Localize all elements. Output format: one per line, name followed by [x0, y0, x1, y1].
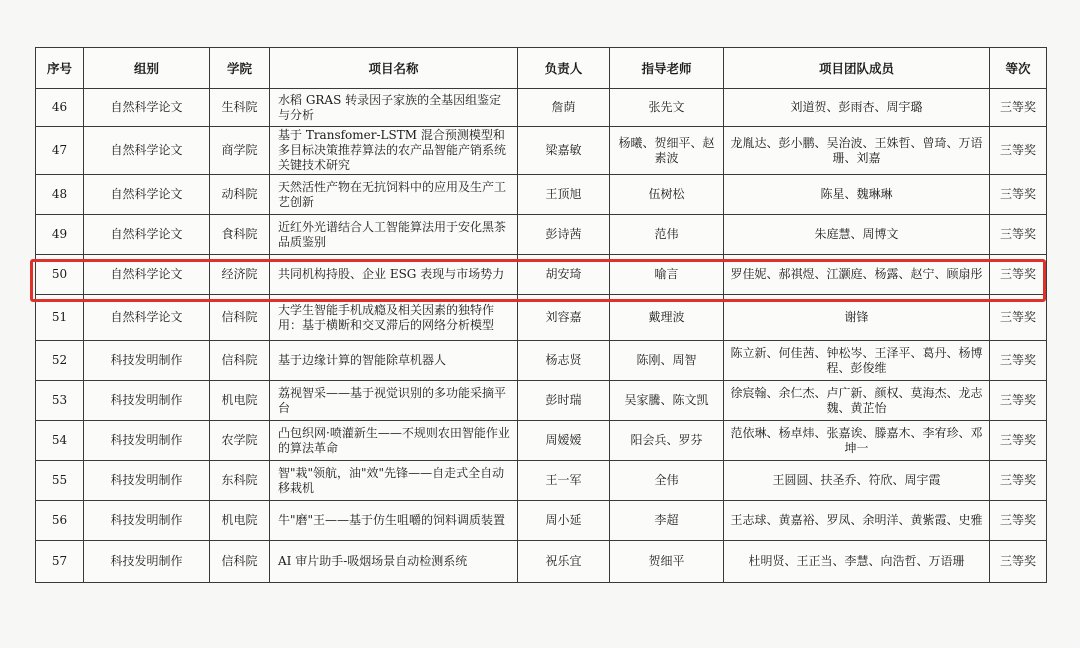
row-award-level: 三等奖 — [990, 295, 1047, 341]
row-advisor: 李超 — [610, 501, 724, 541]
table-row — [36, 89, 1047, 127]
row-award-level: 三等奖 — [990, 541, 1047, 583]
row-award-level: 三等奖 — [990, 175, 1047, 215]
row-leader: 王顶旭 — [518, 175, 610, 215]
row-college: 信科院 — [210, 341, 270, 381]
row-team-members: 范依琳、杨卓炜、张嘉诶、滕嘉木、李宥珍、邓坤一 — [724, 421, 990, 461]
row-team-members: 龙胤达、彭小鹏、吴治波、王姝哲、曾琦、万语珊、刘嘉 — [724, 127, 990, 175]
row-index: 56 — [36, 501, 84, 541]
row-group: 科技发明制作 — [84, 501, 210, 541]
row-leader: 彭诗茜 — [518, 215, 610, 255]
row-project-name: 近红外光谱结合人工智能算法用于安化黑茶品质鉴别 — [270, 215, 518, 255]
row-project-name: 基于边缘计算的智能除草机器人 — [270, 341, 518, 381]
row-college: 信科院 — [210, 541, 270, 583]
row-index: 48 — [36, 175, 84, 215]
row-team-members: 刘道贺、彭雨杏、周宇璐 — [724, 89, 990, 127]
row-team-members: 朱庭慧、周博文 — [724, 215, 990, 255]
row-index: 52 — [36, 341, 84, 381]
row-team-members: 谢锋 — [724, 295, 990, 341]
row-index: 47 — [36, 127, 84, 175]
row-project-name: 水稻 GRAS 转录因子家族的全基因组鉴定与分析 — [270, 89, 518, 127]
row-index: 50 — [36, 255, 84, 295]
row-project-name: AI 审片助手-吸烟场景自动检测系统 — [270, 541, 518, 583]
row-award-level: 三等奖 — [990, 421, 1047, 461]
row-leader: 周小延 — [518, 501, 610, 541]
row-college: 食科院 — [210, 215, 270, 255]
header-row — [36, 48, 1047, 89]
row-group: 科技发明制作 — [84, 421, 210, 461]
row-leader: 彭时瑞 — [518, 381, 610, 421]
row-team-members: 徐宸翰、余仁杰、卢广新、颜权、莫海杰、龙志魏、黄芷怡 — [724, 381, 990, 421]
row-team-members: 杜明贤、王正当、李慧、向浩哲、万语珊 — [724, 541, 990, 583]
table-row — [36, 381, 1047, 421]
row-group: 科技发明制作 — [84, 461, 210, 501]
table-row — [36, 175, 1047, 215]
table-row — [36, 421, 1047, 461]
row-project-name: 共同机构持股、企业 ESG 表现与市场势力 — [270, 255, 518, 295]
header-leader: 负责人 — [518, 48, 610, 89]
row-team-members: 陈立新、何佳茜、钟松岑、王泽平、葛丹、杨博程、彭俊维 — [724, 341, 990, 381]
row-college: 东科院 — [210, 461, 270, 501]
row-leader: 刘容嘉 — [518, 295, 610, 341]
row-leader: 梁嘉敏 — [518, 127, 610, 175]
row-award-level: 三等奖 — [990, 461, 1047, 501]
row-team-members: 陈星、魏琳琳 — [724, 175, 990, 215]
row-project-name: 大学生智能手机成瘾及相关因素的独特作用：基于横断和交叉滞后的网络分析模型 — [270, 295, 518, 341]
row-group: 自然科学论文 — [84, 89, 210, 127]
row-group: 自然科学论文 — [84, 175, 210, 215]
row-index: 57 — [36, 541, 84, 583]
table-row — [36, 461, 1047, 501]
row-group: 自然科学论文 — [84, 255, 210, 295]
table-row — [36, 127, 1047, 175]
header-group: 组别 — [84, 48, 210, 89]
row-award-level: 三等奖 — [990, 215, 1047, 255]
row-advisor: 伍树松 — [610, 175, 724, 215]
row-group: 科技发明制作 — [84, 341, 210, 381]
row-group: 科技发明制作 — [84, 541, 210, 583]
header-college: 学院 — [210, 48, 270, 89]
row-leader: 周嫒嫒 — [518, 421, 610, 461]
row-leader: 祝乐宜 — [518, 541, 610, 583]
row-award-level: 三等奖 — [990, 89, 1047, 127]
row-group: 自然科学论文 — [84, 127, 210, 175]
row-advisor: 杨曦、贺细平、赵素波 — [610, 127, 724, 175]
header-team-members: 项目团队成员 — [724, 48, 990, 89]
awards-table — [35, 47, 1047, 583]
row-group: 自然科学论文 — [84, 215, 210, 255]
row-advisor: 贺细平 — [610, 541, 724, 583]
row-project-name: 牛"磨"王——基于仿生咀嚼的饲料调质装置 — [270, 501, 518, 541]
row-award-level: 三等奖 — [990, 127, 1047, 175]
table-row — [36, 215, 1047, 255]
row-index: 53 — [36, 381, 84, 421]
row-college: 动科院 — [210, 175, 270, 215]
row-project-name: 凸包织网·喷灌新生——不规则农田智能作业的算法革命 — [270, 421, 518, 461]
row-leader: 王一军 — [518, 461, 610, 501]
row-index: 51 — [36, 295, 84, 341]
table-row — [36, 501, 1047, 541]
row-project-name: 荔视智采——基于视觉识别的多功能采摘平台 — [270, 381, 518, 421]
header-index: 序号 — [36, 48, 84, 89]
table-row — [36, 541, 1047, 583]
row-group: 科技发明制作 — [84, 381, 210, 421]
row-team-members: 罗佳妮、郝祺煜、江灏庭、杨露、赵宁、顾扇彤 — [724, 255, 990, 295]
row-advisor: 张先文 — [610, 89, 724, 127]
row-advisor: 范伟 — [610, 215, 724, 255]
row-advisor: 戴理波 — [610, 295, 724, 341]
row-award-level: 三等奖 — [990, 341, 1047, 381]
row-advisor: 陈刚、周智 — [610, 341, 724, 381]
row-leader: 胡安琦 — [518, 255, 610, 295]
row-college: 商学院 — [210, 127, 270, 175]
row-index: 49 — [36, 215, 84, 255]
row-project-name: 天然活性产物在无抗饲料中的应用及生产工艺创新 — [270, 175, 518, 215]
header-project-name: 项目名称 — [270, 48, 518, 89]
row-college: 信科院 — [210, 295, 270, 341]
row-college: 机电院 — [210, 381, 270, 421]
row-college: 农学院 — [210, 421, 270, 461]
table-row — [36, 295, 1047, 341]
row-award-level: 三等奖 — [990, 381, 1047, 421]
header-award-level: 等次 — [990, 48, 1047, 89]
row-index: 55 — [36, 461, 84, 501]
row-index: 54 — [36, 421, 84, 461]
row-college: 机电院 — [210, 501, 270, 541]
row-advisor: 喻言 — [610, 255, 724, 295]
awards-sheet — [35, 47, 1046, 583]
row-college: 生科院 — [210, 89, 270, 127]
row-college: 经济院 — [210, 255, 270, 295]
row-index: 46 — [36, 89, 84, 127]
row-advisor: 阳会兵、罗芬 — [610, 421, 724, 461]
row-award-level: 三等奖 — [990, 255, 1047, 295]
row-advisor: 全伟 — [610, 461, 724, 501]
table-row — [36, 255, 1047, 295]
table-row — [36, 341, 1047, 381]
row-leader: 詹荫 — [518, 89, 610, 127]
row-team-members: 王圆圆、扶圣乔、符欣、周宇霞 — [724, 461, 990, 501]
row-award-level: 三等奖 — [990, 501, 1047, 541]
row-advisor: 吴家騰、陈文凯 — [610, 381, 724, 421]
row-leader: 杨志贤 — [518, 341, 610, 381]
row-team-members: 王志球、黄嘉裕、罗凤、余明洋、黄紫霞、史雅 — [724, 501, 990, 541]
row-group: 自然科学论文 — [84, 295, 210, 341]
header-advisor: 指导老师 — [610, 48, 724, 89]
row-project-name: 基于 Transfomer-LSTM 混合预测模型和多目标决策推荐算法的农产品智能产销系统关键技术研究 — [270, 127, 518, 175]
row-project-name: 智"栽"领航，油"效"先锋——自走式全自动移栽机 — [270, 461, 518, 501]
